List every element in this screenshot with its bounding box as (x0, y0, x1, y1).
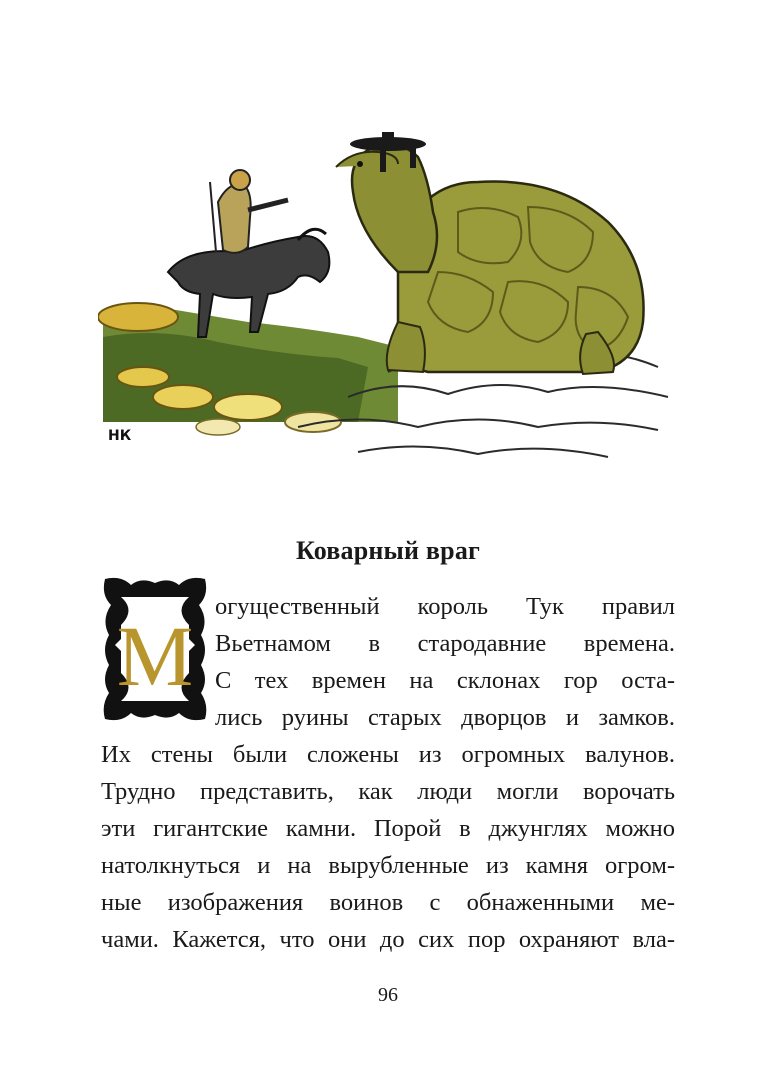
giant-turtle (336, 132, 644, 374)
page-number: 96 (378, 984, 398, 1006)
text-line: Вьетнамом в стародавние времена. (215, 630, 675, 657)
text-line: лись руины старых дворцов и замков. (215, 704, 675, 731)
text-line: Их стены были сложены из огромных валунов. (101, 741, 675, 768)
chapter-title: Коварный враг (295, 536, 481, 565)
dropcap-letter: М (116, 608, 194, 704)
text-line: огущественный король Тук правил (215, 593, 675, 620)
text-line: натолкнуться и на вырубленные из камня огром- (101, 852, 675, 879)
illustration (98, 122, 673, 470)
text-line: эти гигантские камни. Порой в джунглях можно (101, 815, 675, 842)
text-line: чами. Кажется, что они до сих пор охраняют вла- (101, 926, 675, 953)
text-line: ные изображения воинов с обнаженными ме- (101, 889, 675, 916)
text-line: Трудно представить, как люди могли ворочать (101, 778, 675, 805)
artist-signature: НК (108, 428, 132, 444)
text-line: С тех времен на склонах гор оста- (215, 667, 675, 694)
dropcap-ornament (101, 575, 209, 723)
rocky-shore (98, 303, 398, 435)
